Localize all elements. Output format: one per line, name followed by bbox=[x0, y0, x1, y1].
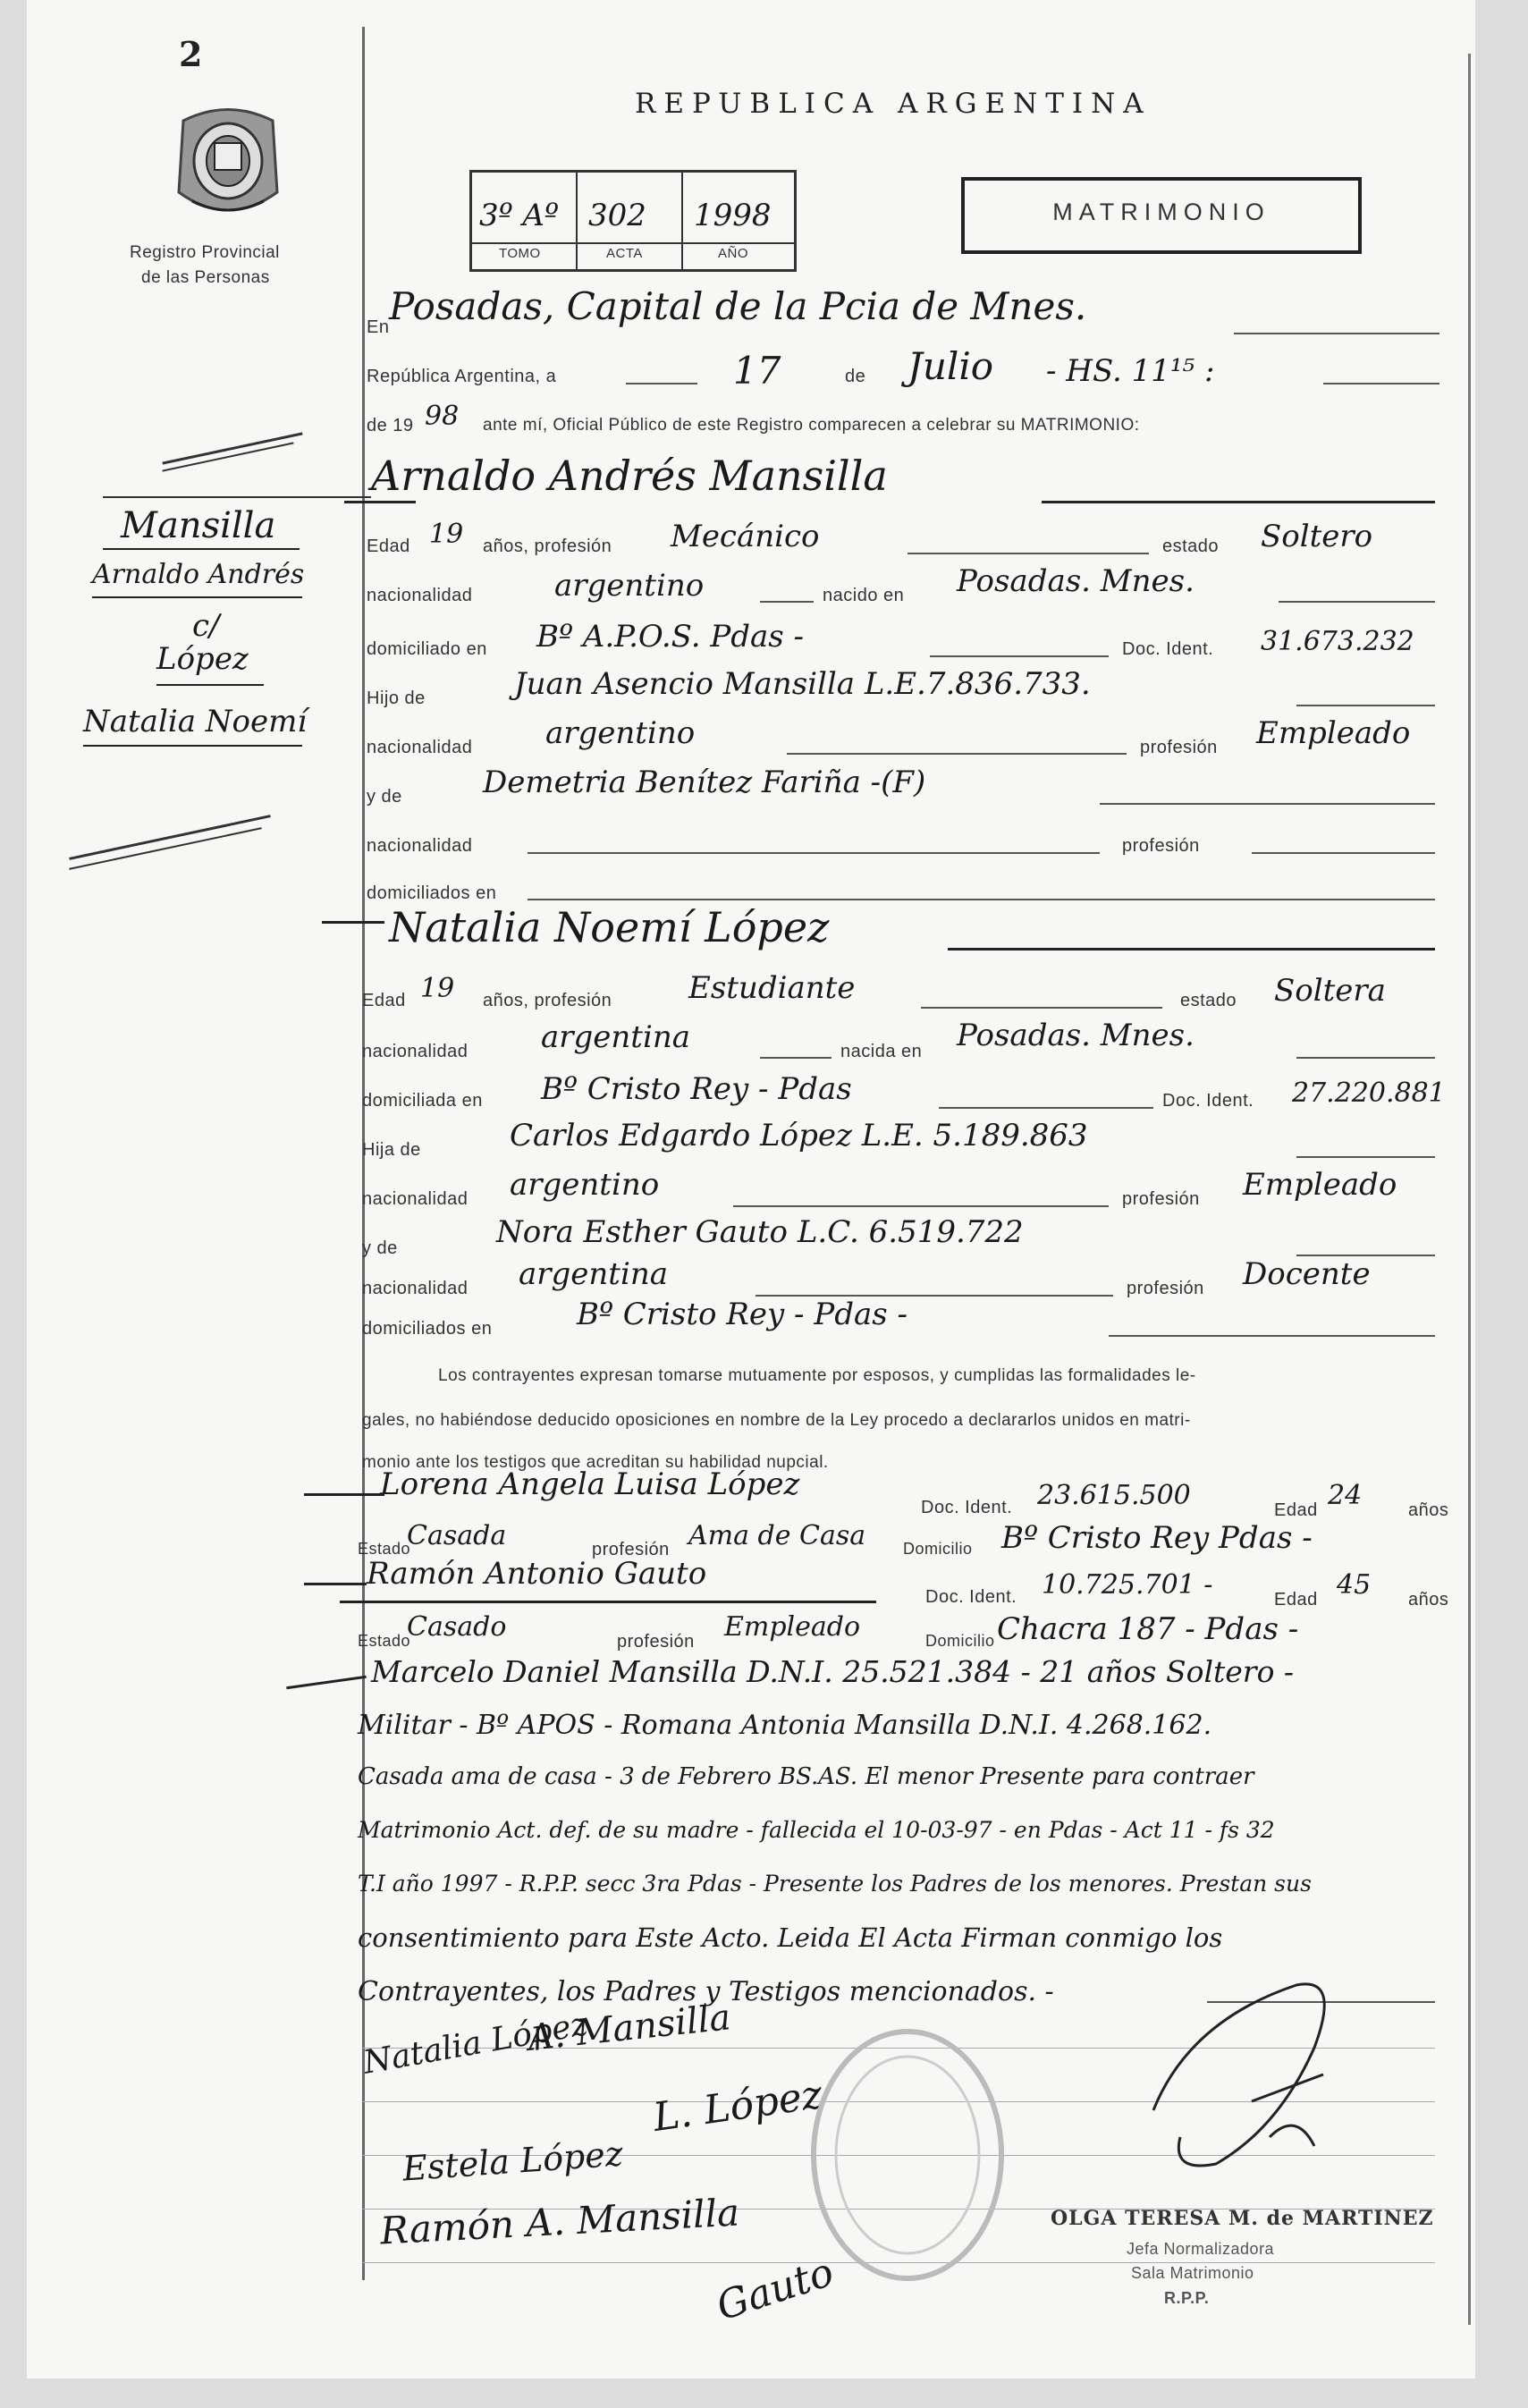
groom-profession: Mecánico bbox=[671, 519, 820, 554]
groom-nacido-label: nacido en bbox=[823, 586, 905, 605]
tomo-label: TOMO bbox=[499, 246, 541, 261]
witness1-doc-label: Doc. Ident. bbox=[921, 1498, 1013, 1517]
margin-slash bbox=[162, 432, 302, 464]
tomo-value: 3º Aº bbox=[479, 198, 559, 233]
groom-mother: Demetria Benítez Fariña -(F) bbox=[483, 765, 926, 800]
bride-nationality: argentina bbox=[541, 1019, 691, 1055]
official-signature-icon bbox=[1135, 1967, 1350, 2191]
hour-value: - HS. 11¹⁵ : bbox=[1046, 353, 1215, 389]
intro-statement: ante mí, Oficial Público de este Registro comparecen a celebrar su MATRIMONIO: bbox=[483, 416, 1140, 435]
bride-mother-prof-label: profesión bbox=[1127, 1279, 1204, 1298]
witness2-anos-label: años bbox=[1408, 1590, 1449, 1610]
document-page bbox=[27, 0, 1475, 2378]
witness2-estado-label: Estado bbox=[358, 1632, 411, 1650]
bride-mother: Nora Esther Gauto L.C. 6.519.722 bbox=[496, 1214, 1024, 1250]
bride-doc: 27.220.881 bbox=[1292, 1077, 1446, 1109]
notes-line1: Marcelo Daniel Mansilla D.N.I. 25.521.384 - 21 años Soltero - bbox=[371, 1654, 1295, 1689]
bride-profesion-label: años, profesión bbox=[483, 991, 612, 1010]
witness2-edad-label: Edad bbox=[1274, 1590, 1318, 1610]
bride-estado-label: estado bbox=[1180, 991, 1237, 1010]
page-edge-line bbox=[1468, 54, 1471, 2325]
bride-birthplace: Posadas. Mnes. bbox=[957, 1018, 1195, 1053]
groom-yde-label: y de bbox=[367, 787, 402, 807]
republica-label: República Argentina, a bbox=[367, 367, 557, 386]
declaration-line3: monio ante los testigos que acreditan su habilidad nupcial. bbox=[362, 1453, 829, 1472]
de-label: de bbox=[845, 367, 866, 386]
notes-line3: Casada ama de casa - 3 de Febrero BS.AS. El menor Presente para contraer bbox=[358, 1763, 1254, 1790]
bride-parents-domicile: Bº Cristo Rey - Pdas - bbox=[577, 1297, 908, 1332]
witness2-dom-label: Domicilio bbox=[925, 1632, 995, 1650]
witness2-edad: 45 bbox=[1337, 1569, 1372, 1601]
bride-mother-prof: Docente bbox=[1243, 1256, 1371, 1292]
groom-edad-label: Edad bbox=[367, 537, 410, 556]
groom-mother-prof-label: profesión bbox=[1122, 836, 1200, 856]
witness2-dom: Chacra 187 - Pdas - bbox=[997, 1611, 1299, 1647]
bride-domicile: Bº Cristo Rey - Pdas bbox=[541, 1071, 852, 1107]
official-org: R.P.P. bbox=[1164, 2289, 1210, 2307]
witness1-prof-label: profesión bbox=[592, 1540, 670, 1559]
groom-doms-label: domiciliados en bbox=[367, 883, 497, 903]
ano-label: AÑO bbox=[718, 246, 749, 261]
year-suffix: 98 bbox=[425, 401, 460, 432]
bride-father-prof-label: profesión bbox=[1122, 1189, 1200, 1209]
doc-type: MATRIMONIO bbox=[1052, 199, 1271, 225]
bride-name: Natalia Noemí López bbox=[389, 903, 830, 951]
groom-doc: 31.673.232 bbox=[1261, 626, 1414, 657]
page-number: 2 bbox=[179, 34, 203, 74]
witness1-estado-label: Estado bbox=[358, 1540, 411, 1558]
acta-value: 302 bbox=[588, 198, 646, 233]
signature-groom: A. Mansilla bbox=[526, 1997, 733, 2059]
declaration-line1: Los contrayentes expresan tomarse mutuamente por esposos, y cumplidas las formalidades le- bbox=[438, 1366, 1196, 1385]
groom-nac-label: nacionalidad bbox=[367, 586, 473, 605]
witness1-doc: 23.615.500 bbox=[1037, 1480, 1191, 1511]
witness1-edad: 24 bbox=[1328, 1480, 1363, 1511]
signature-mother: Estela López bbox=[401, 2133, 625, 2189]
margin-slash bbox=[69, 827, 262, 870]
groom-nationality: argentino bbox=[554, 568, 705, 604]
bride-yde-label: y de bbox=[362, 1238, 398, 1258]
bride-dom-label: domiciliada en bbox=[362, 1091, 483, 1111]
groom-father-prof: Empleado bbox=[1256, 715, 1411, 751]
bride-edad: 19 bbox=[420, 973, 455, 1004]
witness2-prof: Empleado bbox=[724, 1611, 861, 1643]
groom-mother-nac-label: nacionalidad bbox=[367, 836, 473, 856]
groom-father: Juan Asencio Mansilla L.E.7.836.733. bbox=[514, 666, 1091, 702]
signature-witness1: L. López bbox=[650, 2072, 825, 2141]
day-value: 17 bbox=[733, 349, 781, 393]
groom-dom-label: domiciliado en bbox=[367, 639, 487, 659]
groom-doc-label: Doc. Ident. bbox=[1122, 639, 1214, 659]
acta-label: ACTA bbox=[606, 246, 643, 261]
signature-witness2: Gauto bbox=[711, 2249, 840, 2330]
margin-bride-name: Natalia Noemí bbox=[83, 704, 308, 739]
groom-profesion-label: años, profesión bbox=[483, 537, 612, 556]
country-title: REPUBLICA ARGENTINA bbox=[635, 88, 1152, 120]
groom-estado: Soltero bbox=[1261, 519, 1373, 554]
year-prefix: de 19 bbox=[367, 416, 414, 435]
witness2-name: Ramón Antonio Gauto bbox=[367, 1556, 707, 1592]
margin-bride-surname: López bbox=[156, 641, 249, 677]
margin-divider bbox=[103, 496, 371, 498]
bride-father: Carlos Edgardo López L.E. 5.189.863 bbox=[510, 1118, 1088, 1153]
groom-name: Arnaldo Andrés Mansilla bbox=[371, 452, 888, 500]
witness2-prof-label: profesión bbox=[617, 1632, 695, 1652]
official-name: OLGA TERESA M. de MARTINEZ bbox=[1051, 2207, 1434, 2230]
notes-line2: Militar - Bº APOS - Romana Antonia Mansilla D.N.I. 4.268.162. bbox=[358, 1710, 1212, 1741]
provincial-seal-icon bbox=[165, 94, 291, 228]
groom-father-nat: argentino bbox=[545, 715, 696, 751]
witness1-prof: Ama de Casa bbox=[688, 1520, 866, 1551]
groom-birthplace: Posadas. Mnes. bbox=[957, 563, 1195, 599]
bride-father-nac-label: nacionalidad bbox=[362, 1189, 469, 1209]
margin-conj: c/ bbox=[192, 608, 220, 644]
witness2-estado: Casado bbox=[407, 1611, 507, 1643]
official-seal-icon bbox=[805, 2021, 1010, 2289]
official-dept: Sala Matrimonio bbox=[1131, 2264, 1254, 2282]
notes-line7: Contrayentes, los Padres y Testigos mencionados. - bbox=[358, 1976, 1054, 2007]
groom-edad: 19 bbox=[429, 519, 464, 550]
bride-doms-label: domiciliados en bbox=[362, 1319, 493, 1339]
witness2-doc: 10.725.701 - bbox=[1042, 1569, 1213, 1601]
witness1-edad-label: Edad bbox=[1274, 1500, 1318, 1520]
groom-father-prof-label: profesión bbox=[1140, 738, 1218, 757]
bride-father-prof: Empleado bbox=[1243, 1167, 1397, 1203]
ano-value: 1998 bbox=[694, 198, 772, 233]
bride-edad-label: Edad bbox=[362, 991, 406, 1010]
registry-line1: Registro Provincial bbox=[130, 243, 280, 262]
signature-father: Ramón A. Mansilla bbox=[378, 2190, 741, 2253]
doc-type-box bbox=[961, 177, 1362, 254]
signature-bride: Natalia López bbox=[360, 2006, 591, 2082]
bride-hija-label: Hija de bbox=[362, 1140, 421, 1160]
record-box bbox=[469, 170, 797, 272]
bride-estado: Soltera bbox=[1274, 973, 1386, 1009]
notes-line6: consentimiento para Este Acto. Leida El Acta Firman conmigo los bbox=[358, 1922, 1223, 1953]
registry-line2: de las Personas bbox=[141, 268, 270, 287]
notes-line4: Matrimonio Act. def. de su madre - fallecida el 10-03-97 - en Pdas - Act 11 - fs 32 bbox=[358, 1817, 1275, 1843]
margin-given-name: Arnaldo Andrés bbox=[92, 559, 305, 590]
bride-father-nat: argentino bbox=[510, 1167, 660, 1203]
month-value: Julio bbox=[908, 344, 994, 388]
bride-nac-label: nacionalidad bbox=[362, 1042, 469, 1061]
witness1-anos-label: años bbox=[1408, 1500, 1449, 1520]
groom-domicile: Bº A.P.O.S. Pdas - bbox=[536, 619, 804, 655]
groom-estado-label: estado bbox=[1162, 537, 1220, 556]
bride-profession: Estudiante bbox=[688, 970, 856, 1006]
notes-line5: T.I año 1997 - R.P.P. secc 3ra Pdas - Presente los Padres de los menores. Prestan sus bbox=[358, 1871, 1312, 1897]
witness1-estado: Casada bbox=[407, 1520, 507, 1551]
margin-surname: Mansilla bbox=[121, 505, 276, 546]
bride-doc-label: Doc. Ident. bbox=[1162, 1091, 1254, 1111]
witness2-doc-label: Doc. Ident. bbox=[925, 1587, 1017, 1607]
groom-hijo-label: Hijo de bbox=[367, 689, 426, 708]
official-title: Jefa Normalizadora bbox=[1127, 2240, 1275, 2258]
margin-slash bbox=[69, 815, 271, 860]
declaration-line2: gales, no habiéndose deducido oposiciones en nombre de la Ley procedo a declararlos unidos en matri- bbox=[362, 1411, 1191, 1430]
bride-mother-nac-label: nacionalidad bbox=[362, 1279, 469, 1298]
witness1-dom-label: Domicilio bbox=[903, 1540, 973, 1558]
witness1-dom: Bº Cristo Rey Pdas - bbox=[1001, 1520, 1313, 1556]
place-value: Posadas, Capital de la Pcia de Mnes. bbox=[389, 284, 1087, 328]
witness1-name: Lorena Angela Luisa López bbox=[380, 1466, 800, 1502]
groom-father-nac-label: nacionalidad bbox=[367, 738, 473, 757]
bride-mother-nat: argentina bbox=[519, 1256, 669, 1292]
en-label: En bbox=[367, 317, 390, 337]
bride-nacida-label: nacida en bbox=[840, 1042, 923, 1061]
